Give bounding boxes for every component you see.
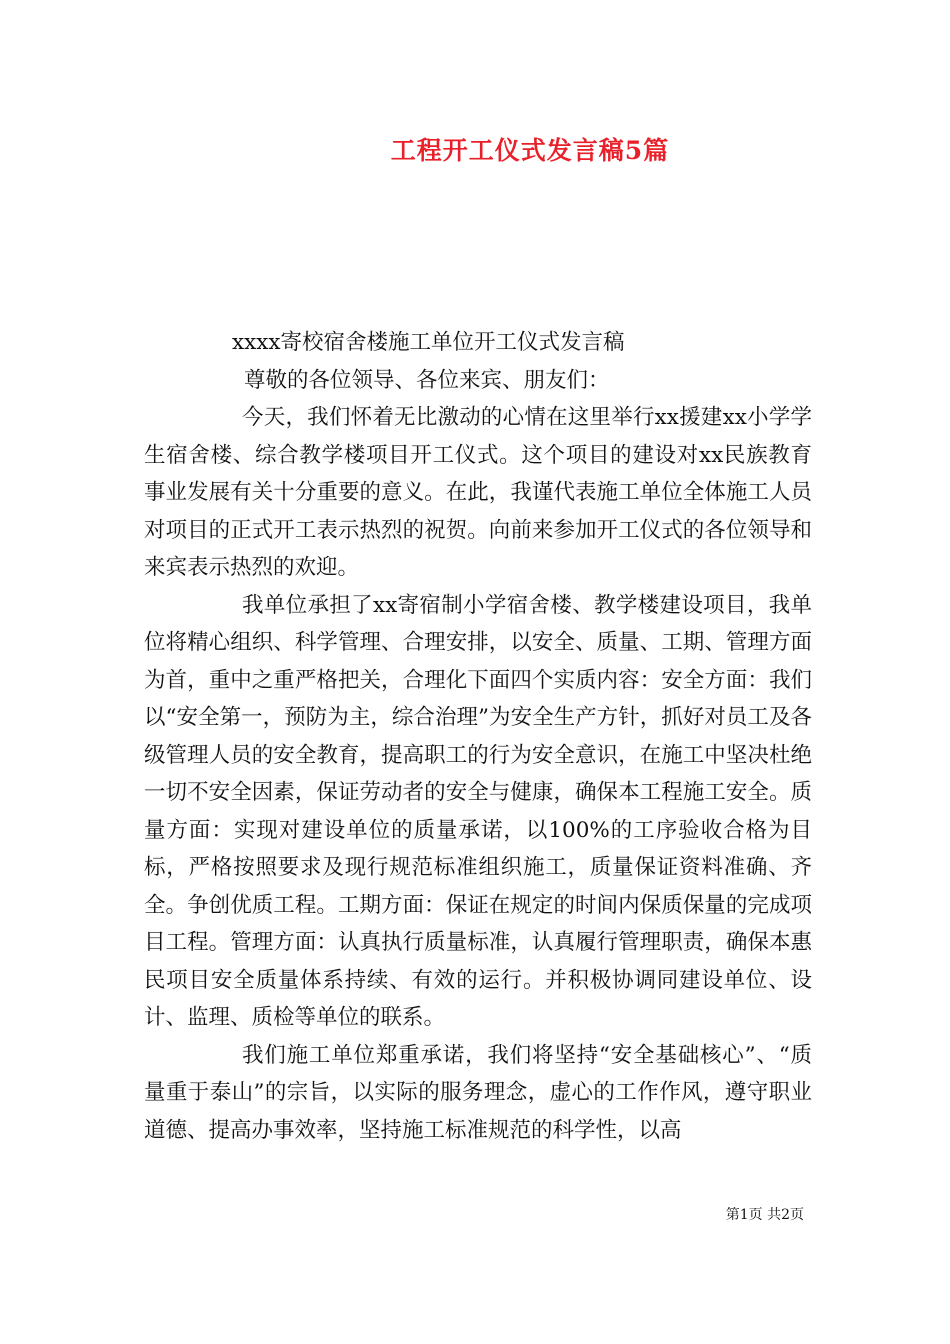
document-title: 工程开工仪式发言稿5篇 xyxy=(390,136,670,165)
speech-subheading: xxxx寄校宿舍楼施工单位开工仪式发言稿 xyxy=(232,330,625,355)
speech-greeting: 尊敬的各位领导、各位来宾、朋友们： xyxy=(244,367,610,393)
paragraph-1: 今天，我们怀着无比激动的心情在这里举行xx援建xx小学学生宿舍楼、综合教学楼项目开工仪式。这个项目的建设对xx民族教育事业发展有关十分重要的意义。在此，我谨代表施工单位全体施工人员对项目的正式开工表示热烈的祝贺。向前来参加开工仪式的各位领导和来宾表示热烈的欢迎。 xyxy=(144,405,812,580)
paragraph-3: 我们施工单位郑重承诺，我们将坚持“安全基础核心”、“质量重于泰山”的宗旨，以实际的服务理念，虚心的工作作风，遵守职业道德、提高办事效率，坚持施工标准规范的科学性，以高 xyxy=(144,1042,812,1143)
page-number-footer: 第1页 共2页 xyxy=(725,1207,804,1223)
document-body xyxy=(144,324,812,1149)
paragraph-2: 我单位承担了xx寄宿制小学宿舍楼、教学楼建设项目，我单位将精心组织、科学管理、合理安排，以安全、质量、工期、管理方面为首，重中之重严格把关，合理化下面四个实质内容：安全方面：我们以“安全第一，预防为主，综合治理”为安全生产方针，抓好对员工及各级管理人员的安全教育，提高职工的行为安全意识，在施工中坚决杜绝一切不安全因素，保证劳动者的安全与健康，确保本工程施工安全。质量方面：实现对建设单位的质量承诺，以100%的工序验收合格为目标，严格按照要求及现行规范标准组织施工，质量保证资料准确、齐全。争创优质工程。工期方面：保证在规定的时间内保质保量的完成项目工程。管理方面：认真执行质量标准，认真履行管理职责，确保本惠民项目安全质量体系持续、有效的运行。并积极协调同建设单位、设计、监理、质检等单位的联系。 xyxy=(144,592,812,1030)
